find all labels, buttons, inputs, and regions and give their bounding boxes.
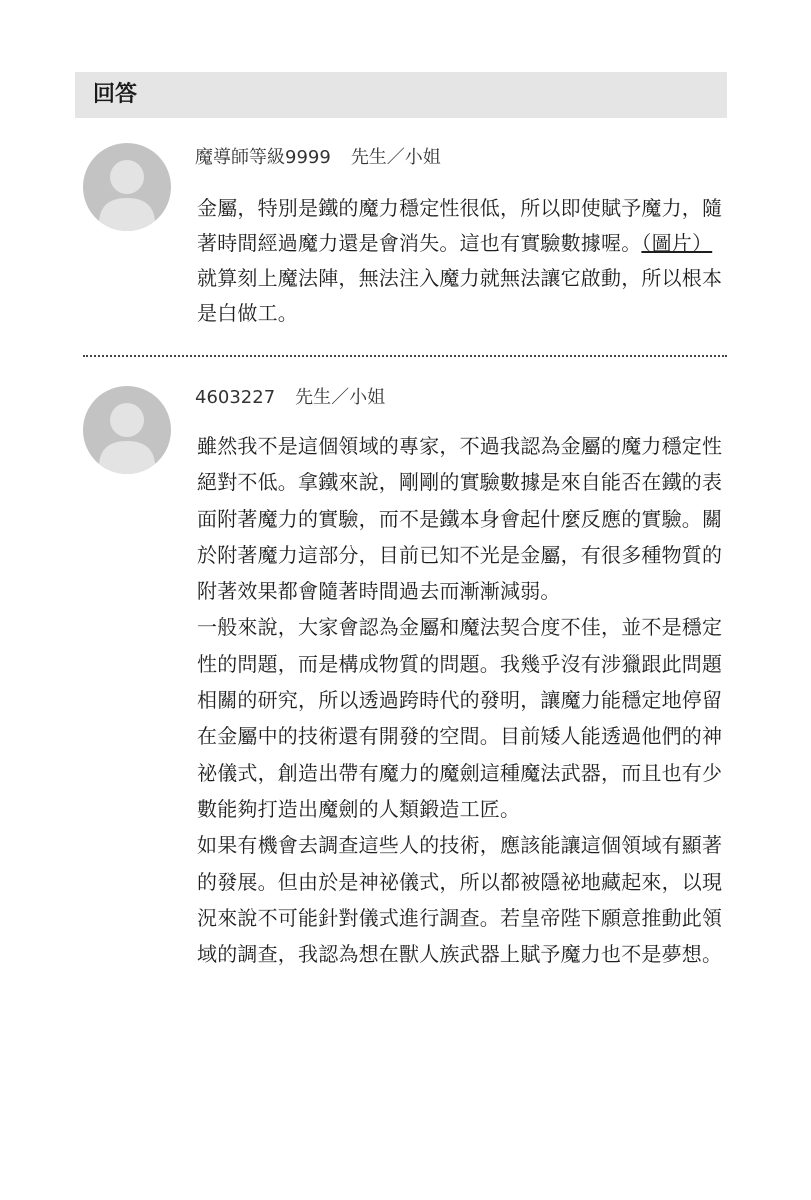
answer-meta — [195, 387, 385, 409]
answer-text-line: 祕儀式，創造出帶有魔力的魔劍這種魔法武器，而且也有少 — [197, 760, 723, 785]
answer-text-line: 性的問題，而是構成物質的問題。我幾乎沒有涉獵跟此問題 — [197, 651, 723, 676]
answer-body — [197, 428, 722, 972]
answer-text-line: 數能夠打造出魔劍的人類鍛造工匠。 — [197, 796, 521, 821]
dotted-divider — [83, 355, 727, 357]
answer-text-line: 雖然我不是這個領域的專家，不過我認為金屬的魔力穩定性 — [197, 434, 723, 458]
honorific: 先生／小姐 — [295, 387, 386, 408]
answer-text-line: 金屬，特別是鐵的魔力穩定性很低，所以即使賦予魔力，隨 — [197, 196, 723, 220]
answer-text-line: 面附著魔力的實驗，而不是鐵本身會起什麼反應的實驗。關 — [197, 506, 723, 531]
answer-text-line: 在金屬中的技術還有開發的空間。目前矮人能透過他們的神 — [197, 724, 723, 749]
user-avatar-icon[interactable] — [83, 386, 171, 474]
answer-text-line: 一般來說，大家會認為金屬和魔法契合度不佳，並不是穩定 — [197, 615, 723, 640]
answer-text-segment: 著時間經過魔力還是會消失。這也有實驗數據喔。 — [197, 231, 642, 255]
answer-text-line: 是白做工。 — [197, 301, 298, 325]
answer-text-line: 附著效果都會隨著時間過去而漸漸減弱。 — [197, 579, 561, 604]
answers-section-header — [75, 72, 727, 118]
section-title: 回答 — [93, 82, 138, 107]
honorific: 先生／小姐 — [350, 147, 441, 168]
answer-body — [197, 191, 722, 331]
username[interactable]: 4603227 — [195, 387, 276, 408]
answer-text-line — [197, 226, 722, 261]
answer-text-line: 相關的研究，所以透過跨時代的發明，讓魔力能穩定地停留 — [197, 688, 723, 713]
user-avatar-icon[interactable] — [83, 143, 171, 231]
image-link[interactable]: （圖片） — [641, 231, 713, 255]
answer-text-line: 就算刻上魔法陣，無法注入魔力就無法讓它啟動，所以根本 — [197, 266, 723, 290]
answer-text-line: 如果有機會去調查這些人的技術，應該能讓這個領域有顯著 — [197, 833, 723, 858]
answer-text-line: 況來說不可能針對儀式進行調查。若皇帝陛下願意推動此領 — [197, 905, 723, 930]
answer-text-line: 域的調查，我認為想在獸人族武器上賦予魔力也不是夢想。 — [197, 942, 723, 967]
answer-text-line: 絕對不低。拿鐵來說，剛剛的實驗數據是來自能否在鐵的表 — [197, 470, 723, 495]
answer-text-line: 於附著魔力這部分，目前已知不光是金屬，有很多種物質的 — [197, 542, 723, 567]
username[interactable]: 魔導師等級9999 — [195, 147, 331, 168]
answer-text-line: 的發展。但由於是神祕儀式，所以都被隱祕地藏起來，以現 — [197, 869, 723, 894]
answer-meta — [195, 147, 441, 169]
